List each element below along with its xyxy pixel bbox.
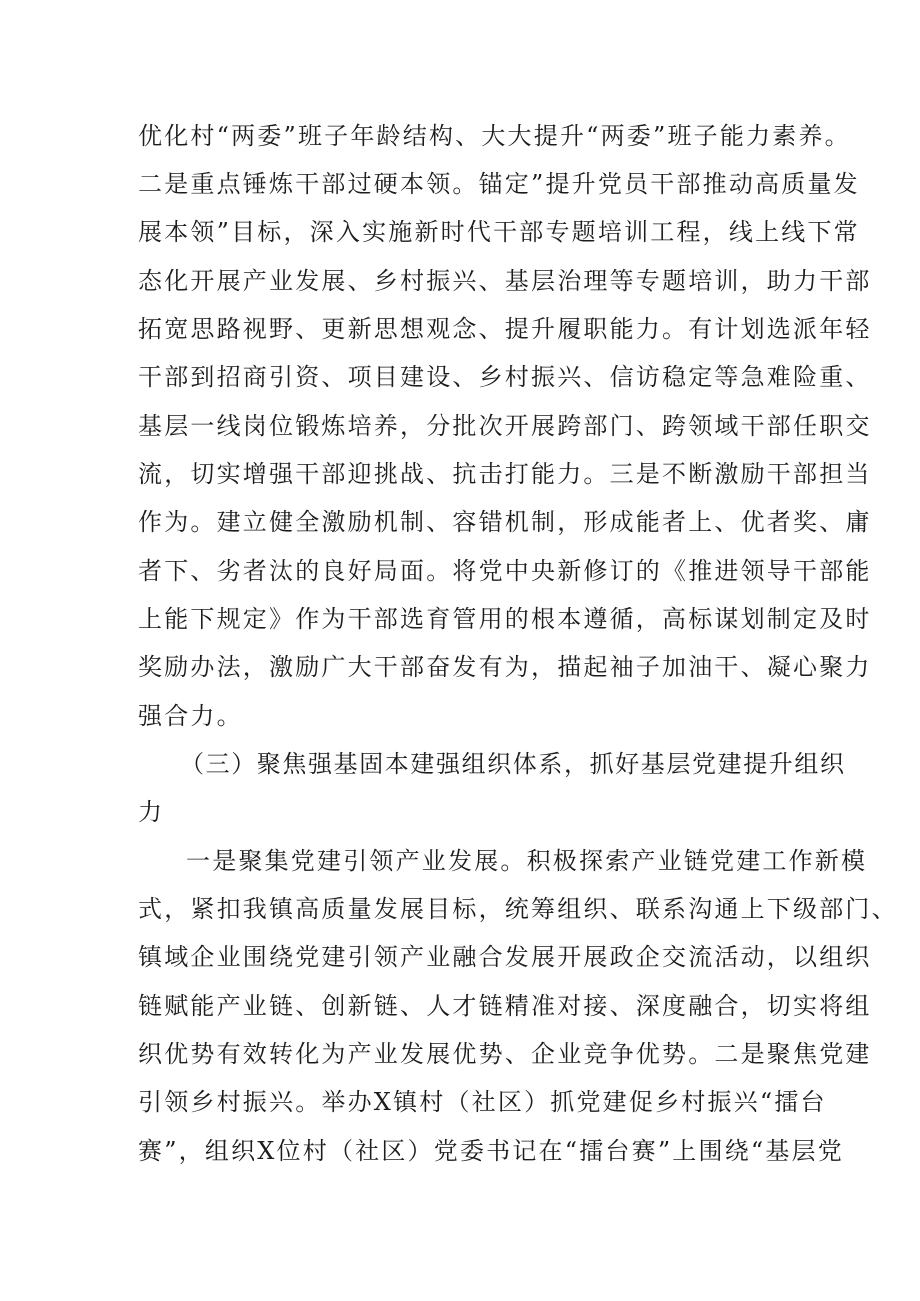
body-text-line: 展本领”目标，深入实施新时代干部专题培训工程，线上线下常 [138,218,860,246]
body-text-line: 干部到招商引资、项目建设、乡村振兴、信访稳定等急难险重、 [138,363,872,391]
body-text-line: 上能下规定》作为干部选育管用的根本遵循，高标谋划制定及时 [138,605,872,633]
body-text-line: 作为。建立健全激励机制、容错机制，形成能者上、优者奖、庸 [138,508,872,536]
body-text-line: 优化村“两委”班子年龄结构、大大提升“两委”班子能力素养。 [138,122,851,150]
body-text-line: 强合力。 [138,702,243,730]
body-text-line: 链赋能产业链、创新链、人才链精准对接、深度融合，切实将组 [138,992,872,1020]
body-text-line: 基层一线岗位锻炼培养，分批次开展跨部门、跨领域干部任职交 [138,412,872,440]
body-text-line: 者下、劣者汰的良好局面。将党中央新修订的《推进领导干部能 [138,557,872,585]
section-heading: （三）聚焦强基固本建强组织体系，抓好基层党建提升组织 [180,750,846,778]
body-text-line: 拓宽思路视野、更新思想观念、提升履职能力。有计划选派年轻 [138,315,872,343]
paragraph-first-line: 一是聚集党建引领产业发展。积极探索产业链党建工作新模 [186,847,868,875]
body-text-line: 态化开展产业发展、乡村振兴、基层治理等专题培训，助力干部 [138,267,872,295]
body-text-line: 流，切实增强干部迎挑战、抗击打能力。三是不断激励干部担当 [138,460,872,488]
section-heading-continuation: 力 [138,798,165,826]
body-text-line: 赛”，组织X位村（社区）党委书记在“擂台赛”上围绕“基层党 [138,1137,844,1165]
body-text-line: 式，紧扣我镇高质量发展目标，统筹组织、联系沟通上下级部门、 [138,895,898,923]
body-text-line: 引领乡村振兴。举办X镇村（社区）抓党建促乡村振兴“擂台 [138,1088,827,1116]
body-text-line: 奖励办法，激励广大干部奋发有为，描起袖子加油干、凝心聚力 [138,653,872,681]
body-text-line: 镇域企业围绕党建引领产业融合发展开展政企交流活动，以组织 [138,943,872,971]
body-text-line: 二是重点锤炼干部过硬本领。锚定”提升党员干部推动高质量发 [138,170,860,198]
body-text-line: 织优势有效转化为产业发展优势、企业竞争优势。二是聚焦党建 [138,1040,872,1068]
